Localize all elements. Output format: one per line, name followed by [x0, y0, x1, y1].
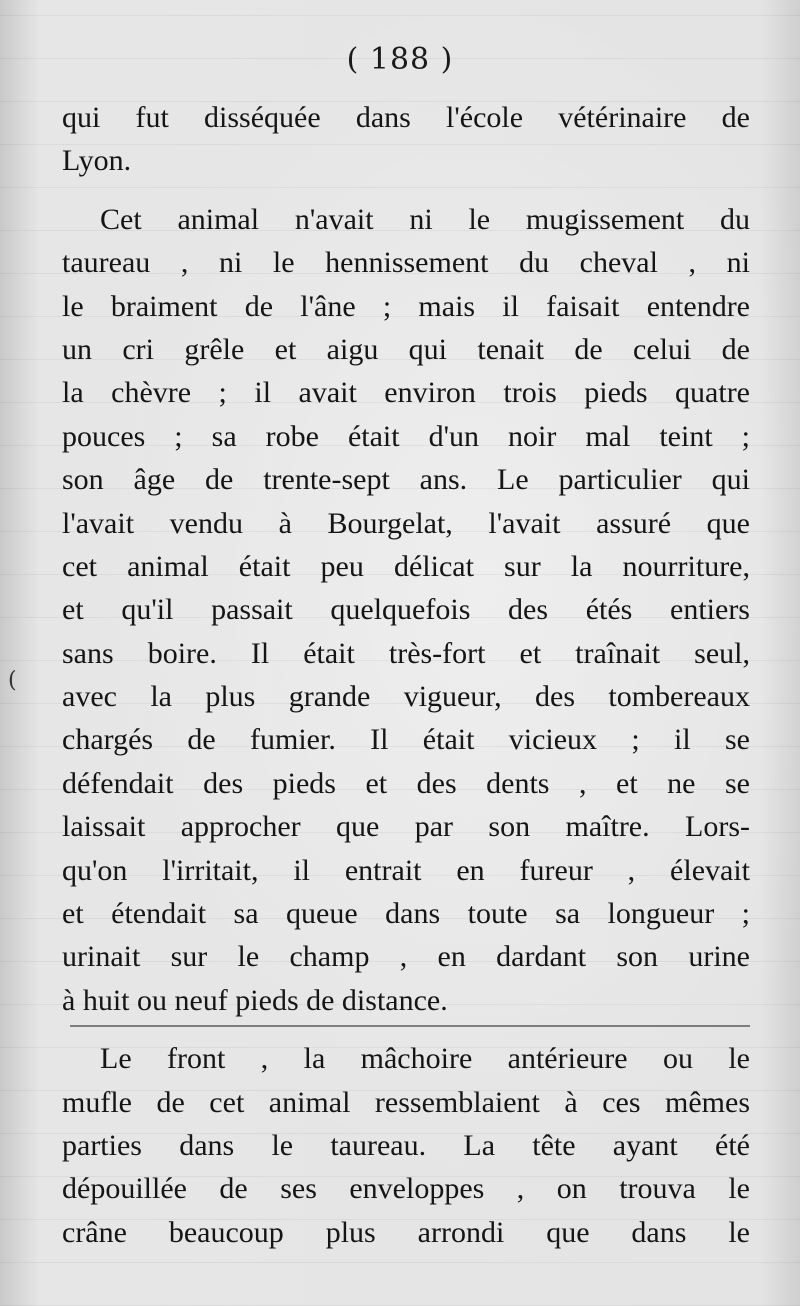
text-line: Lyon.: [62, 144, 132, 178]
text-line: à huit ou neuf pieds de distance.: [62, 983, 448, 1017]
text-line: l'avait vendu à Bourgelat, l'avait assuré que: [62, 506, 750, 540]
text-line: urinait sur le champ , en dardant son urine: [62, 940, 750, 974]
page-number-header: ( 188 ): [346, 42, 454, 77]
faint-rule-line: [70, 1025, 750, 1027]
text-line: son âge de trente-sept ans. Le particulier qui: [62, 463, 750, 497]
paragraph: [62, 1037, 750, 1254]
text-line: la chèvre ; il avait environ trois pieds quatre: [62, 376, 750, 410]
text-line: pouces ; sa robe était d'un noir mal teint ;: [62, 419, 750, 453]
margin-bracket-mark: (: [8, 668, 17, 693]
text-line: crâne beaucoup plus arrondi que dans le: [62, 1215, 750, 1249]
text-line: laissait approcher que par son maître. Lors-: [62, 810, 750, 844]
text-line: sans boire. Il était très-fort et traînait seul,: [62, 636, 750, 670]
text-line: Le front , la mâchoire antérieure ou le: [100, 1042, 750, 1076]
text-line: le braiment de l'âne ; mais il faisait entendre: [62, 289, 750, 323]
text-line: dépouillée de ses enveloppes , on trouva le: [62, 1172, 750, 1206]
page-body: [62, 96, 750, 1254]
text-line: Cet animal n'avait ni le mugissement du: [100, 202, 750, 236]
text-line: avec la plus grande vigueur, des tombereaux: [62, 680, 750, 714]
text-line: et étendait sa queue dans toute sa longueur ;: [62, 897, 750, 931]
text-line: défendait des pieds et des dents , et ne se: [62, 766, 750, 800]
paragraph: [62, 96, 750, 183]
text-line: et qu'il passait quelquefois des étés entiers: [62, 593, 750, 627]
paragraph: [62, 198, 750, 1022]
text-line: chargés de fumier. Il était vicieux ; il se: [62, 723, 750, 757]
text-line: parties dans le taureau. La tête ayant été: [62, 1128, 750, 1162]
text-line: qui fut disséquée dans l'école vétérinaire de: [62, 101, 750, 134]
text-line: qu'on l'irritait, il entrait en fureur , élevait: [62, 853, 750, 887]
text-line: un cri grêle et aigu qui tenait de celui de: [62, 332, 750, 366]
text-line: cet animal était peu délicat sur la nourriture,: [62, 549, 750, 583]
text-line: taureau , ni le hennissement du cheval , ni: [62, 246, 750, 280]
text-line: mufle de cet animal ressemblaient à ces mêmes: [62, 1085, 750, 1119]
